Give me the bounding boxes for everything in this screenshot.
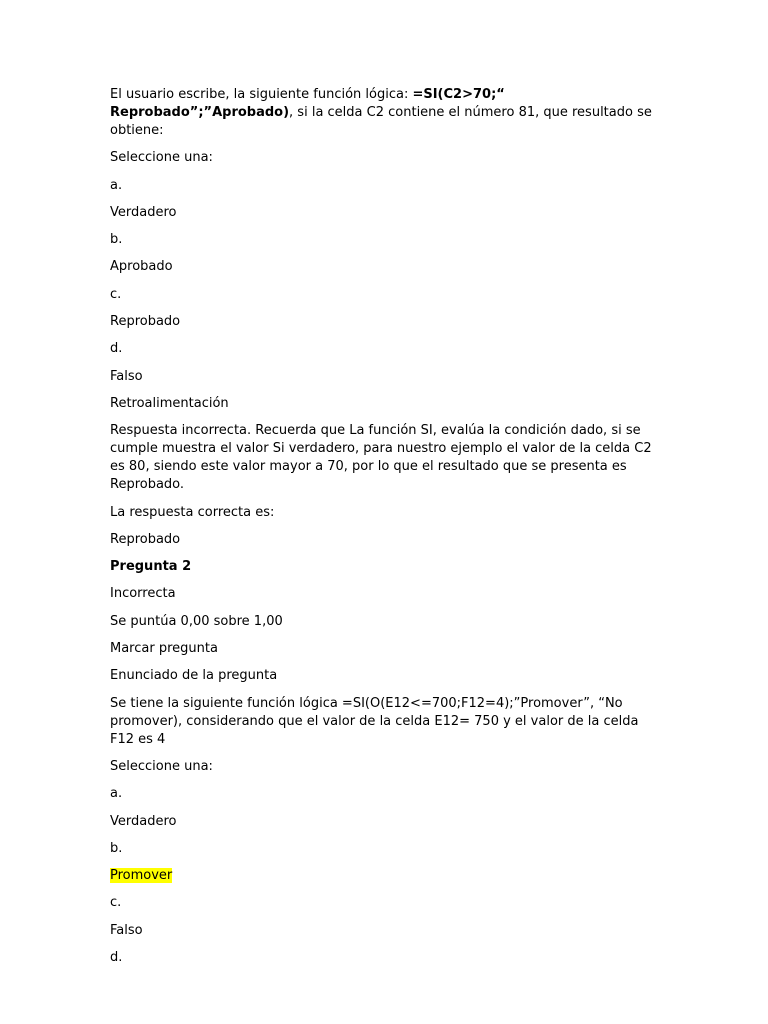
q1-option-d-letter: d. [110, 341, 123, 357]
q1-option-c-letter: c. [110, 286, 122, 302]
q2-option-a-letter: a. [110, 786, 123, 802]
q2-flag-question: Marcar pregunta [110, 641, 218, 657]
q2-option-a-text: Verdadero [110, 813, 177, 829]
q1-stem-prefix: El usuario escribe, la siguiente función lógica: [110, 87, 413, 102]
q2-status: Incorrecta [110, 586, 176, 602]
q2-option-c-text: Falso [110, 922, 143, 938]
q2-select-prompt: Seleccione una: [110, 758, 213, 774]
q1-stem [110, 86, 660, 140]
q1-option-b-text: Aprobado [110, 259, 173, 275]
q2-stem: Se tiene la siguiente función lógica =SI(O(E12<=700;F12=4);”Promover”, “No promover), considerando que el valor de la celda E12= 750 y el valor de la celda F12 es 4 [110, 695, 639, 747]
q1-feedback-text: Respuesta incorrecta. Recuerda que La función SI, evalúa la condición dado, si se cumple muestra el valor Si verdadero, para nuestro ejemplo el valor de la celda C2 es 80, siendo este valor mayor a 70, por lo que el resultado que se presenta es Reprobado. [110, 423, 652, 493]
q2-option-b-letter: b. [110, 840, 123, 856]
q1-option-a-letter: a. [110, 177, 123, 193]
q2-title: Pregunta 2 [110, 559, 192, 575]
q2-option-c-letter: c. [110, 895, 122, 911]
q1-correct-label: La respuesta correcta es: [110, 504, 275, 520]
q1-stem-suffix: , si la celda C2 contiene el número 81, que resultado se obtiene: [110, 105, 652, 138]
q1-correct-answer: Reprobado [110, 531, 181, 547]
q1-option-c-text: Reprobado [110, 314, 181, 330]
document-page [110, 86, 660, 976]
q2-score: Se puntúa 0,00 sobre 1,00 [110, 613, 283, 629]
q1-option-a-text: Verdadero [110, 204, 177, 220]
q2-option-d-letter: d. [110, 950, 123, 966]
q2-stem-heading: Enunciado de la pregunta [110, 668, 278, 684]
q1-stem-formula: =SI(C2>70;“ Reprobado”;”Aprobado) [110, 87, 505, 120]
q1-select-prompt: Seleccione una: [110, 150, 213, 166]
q2-option-b-text-highlighted: Promover [110, 868, 173, 884]
q1-feedback-heading: Retroalimentación [110, 395, 229, 411]
q1-option-d-text: Falso [110, 368, 143, 384]
q1-option-b-letter: b. [110, 232, 123, 248]
q2-option-b-text-line [110, 867, 660, 885]
